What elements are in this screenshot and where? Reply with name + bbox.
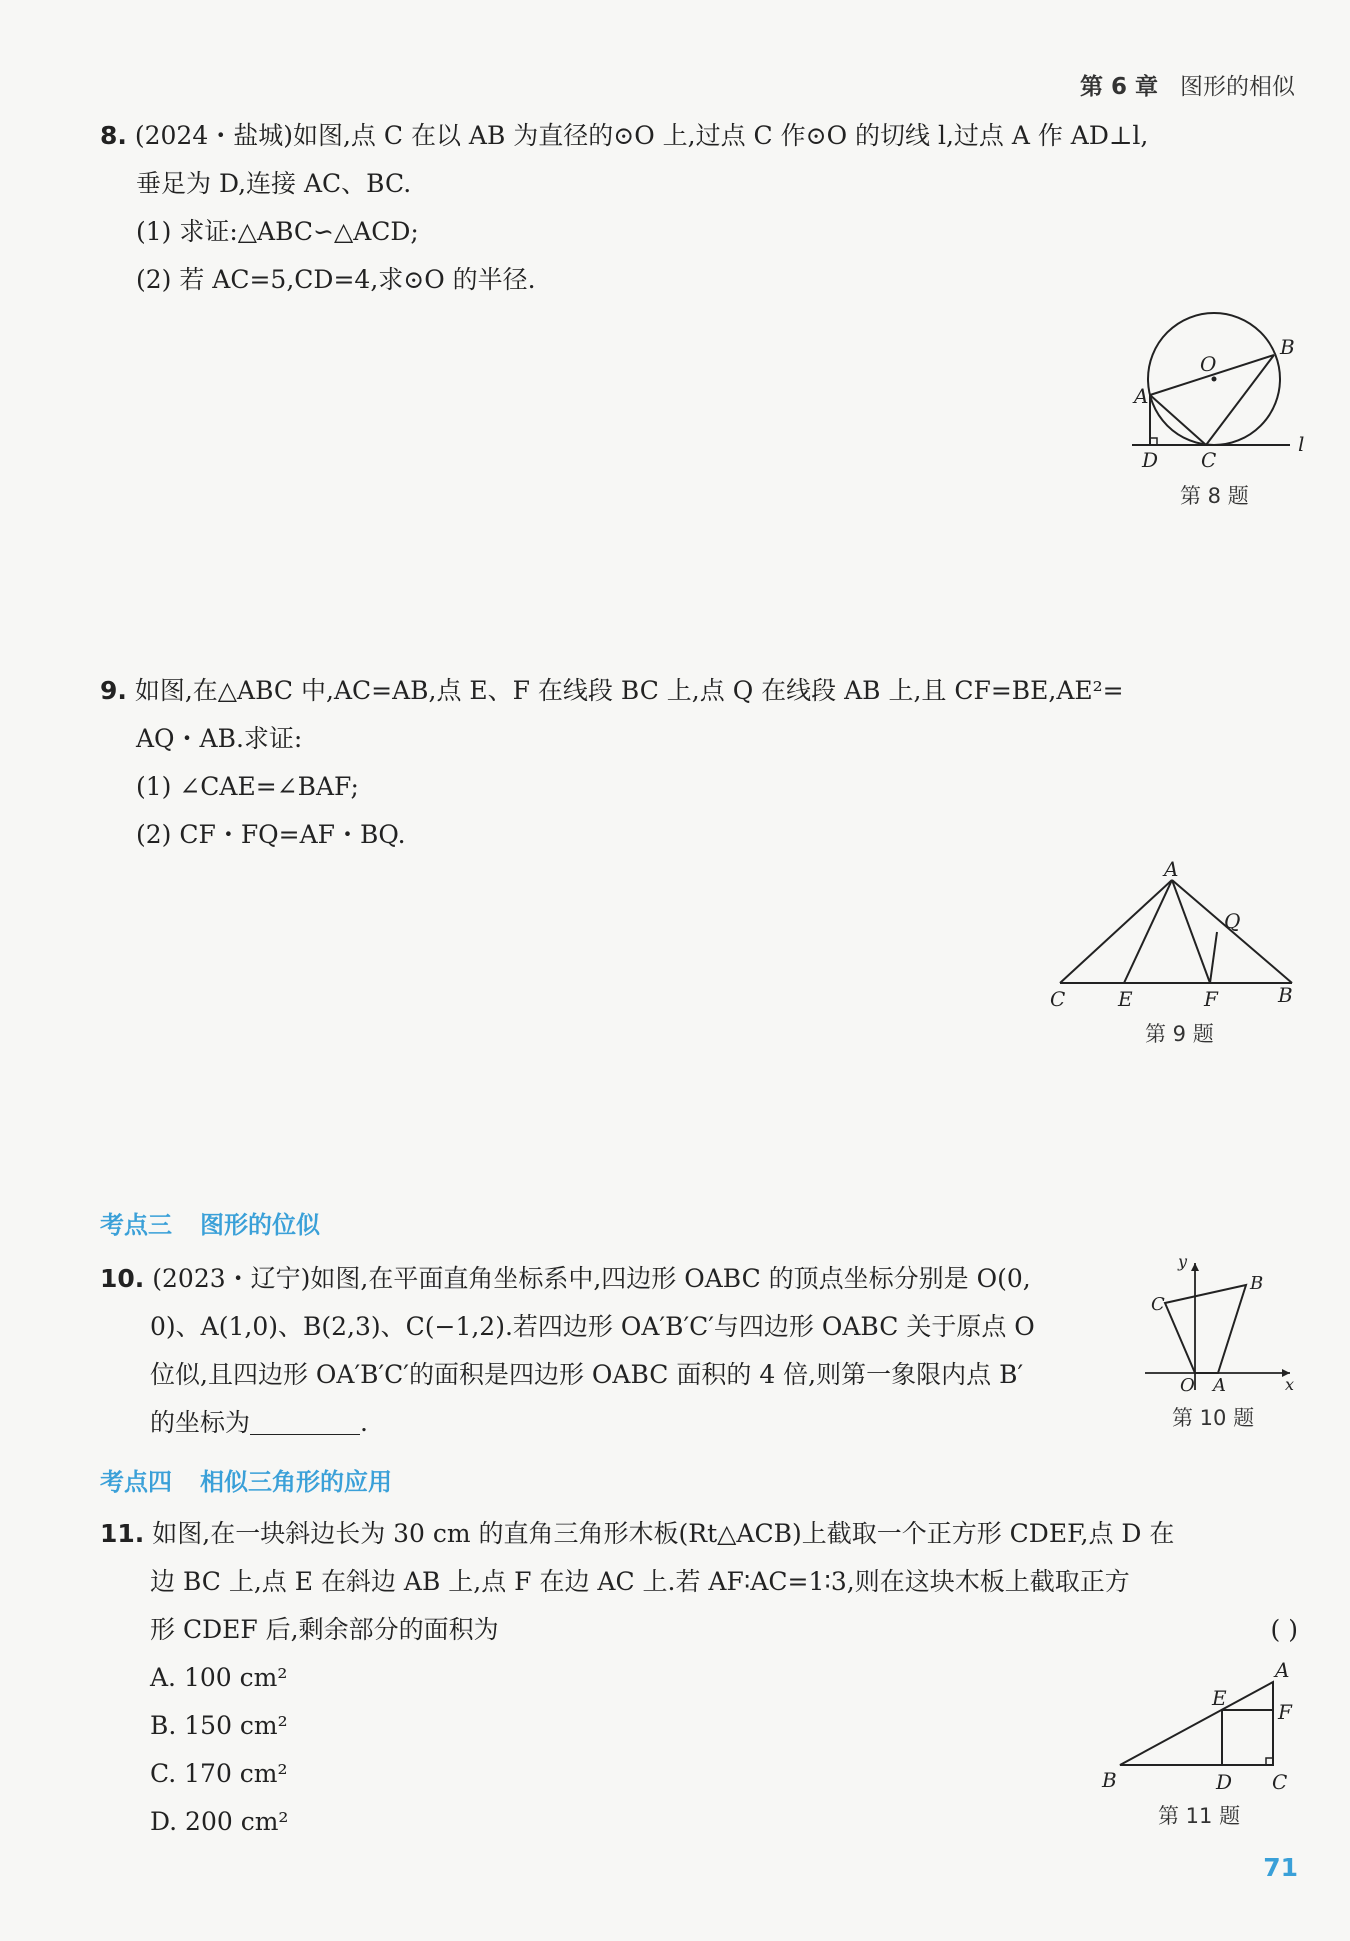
- q10-label-c: C: [1151, 1294, 1165, 1315]
- option-d[interactable]: D. 200 cm²: [150, 1807, 289, 1836]
- q9-figure: [1040, 860, 1310, 1010]
- q11-label-c: C: [1272, 1770, 1288, 1794]
- section-3-tag: 考点三: [100, 1211, 172, 1239]
- q11-label-b: B: [1102, 1768, 1117, 1792]
- q10-caption: 第 10 题: [1172, 1406, 1255, 1430]
- q10-label-o: O: [1180, 1375, 1195, 1395]
- q8-label-l: l: [1298, 432, 1305, 456]
- q9-label-c: C: [1050, 987, 1066, 1010]
- q8-label-o: O: [1200, 352, 1217, 376]
- q8-number: 8.: [100, 121, 127, 150]
- q9-stem-1: 如图,在△ABC 中,AC=AB,点 E、F 在线段 BC 上,点 Q 在线段 AB 上,且 CF=BE,AE²=: [134, 676, 1124, 705]
- q8-label-c: C: [1201, 448, 1217, 472]
- q8-label-a: A: [1134, 384, 1149, 408]
- q9-caption: 第 9 题: [1145, 1022, 1214, 1046]
- option-a[interactable]: A. 100 cm²: [150, 1663, 288, 1692]
- section-4-tag: 考点四: [100, 1468, 172, 1496]
- q10-line4: [150, 1399, 368, 1447]
- q11-line3: 形 CDEF 后,剩余部分的面积为: [150, 1615, 499, 1644]
- q11-label-d: D: [1216, 1770, 1233, 1794]
- q11-line2: 边 BC 上,点 E 在斜边 AB 上,点 F 在边 AC 上.若 AF∶AC=1∶3,则在这块木板上截取正方: [150, 1567, 1130, 1596]
- q10-figure: [1140, 1255, 1300, 1395]
- answer-choice-bracket[interactable]: ( ): [1270, 1615, 1298, 1644]
- q9-part2: (2) CF・FQ=AF・BQ.: [136, 820, 406, 849]
- q9-label-e: E: [1118, 987, 1133, 1010]
- q11-caption: 第 11 题: [1158, 1804, 1241, 1828]
- section-heading-4: [100, 1462, 392, 1497]
- q9-line1: [100, 667, 1124, 715]
- q8-part2: (2) 若 AC=5,CD=4,求⊙O 的半径.: [136, 265, 536, 294]
- q8-line2: 垂足为 D,连接 AC、BC.: [136, 169, 412, 198]
- q10-stem-1: (2023・辽宁)如图,在平面直角坐标系中,四边形 OABC 的顶点坐标分别是 O(0,: [152, 1264, 1031, 1293]
- chapter-number: 第 6 章: [1079, 74, 1158, 100]
- q8-figure: [1120, 305, 1320, 475]
- q10-line4-end: .: [360, 1408, 368, 1437]
- q9-label-b: B: [1278, 983, 1293, 1007]
- q8-label-d: D: [1142, 448, 1159, 472]
- q10-label-a: A: [1213, 1375, 1226, 1395]
- q11-label-a: A: [1275, 1658, 1290, 1682]
- q9-label-a: A: [1164, 860, 1179, 881]
- q11-number: 11.: [100, 1519, 145, 1548]
- q10-label-b: B: [1250, 1273, 1264, 1294]
- q10-line3: 位似,且四边形 OA′B′C′的面积是四边形 OABC 面积的 4 倍,则第一象限内点 B′: [150, 1360, 1024, 1389]
- q11-figure: [1090, 1655, 1310, 1795]
- answer-blank[interactable]: [250, 1408, 360, 1435]
- q9-label-f: F: [1204, 987, 1218, 1010]
- q10-number: 10.: [100, 1264, 145, 1293]
- q8-part1: (1) 求证:△ABC∽△ACD;: [136, 217, 419, 246]
- q9-part1: (1) ∠CAE=∠BAF;: [136, 772, 359, 801]
- q9-label-q: Q: [1224, 909, 1241, 933]
- q10-line1: [100, 1255, 1031, 1303]
- q10-label-x: x: [1285, 1375, 1295, 1394]
- q9-number: 9.: [100, 676, 127, 705]
- option-c[interactable]: C. 170 cm²: [150, 1759, 288, 1788]
- section-4-title: 相似三角形的应用: [200, 1468, 392, 1496]
- q11-line1: [100, 1510, 1174, 1558]
- section-3-title: 图形的位似: [200, 1211, 320, 1239]
- q8-line1: [100, 112, 1148, 160]
- q8-stem-1: (2024・盐城)如图,点 C 在以 AB 为直径的⊙O 上,过点 C 作⊙O 的切线 l,过点 A 作 AD⊥l,: [134, 121, 1149, 150]
- q8-label-b: B: [1280, 335, 1295, 359]
- section-heading-3: [100, 1205, 320, 1240]
- option-b[interactable]: B. 150 cm²: [150, 1711, 288, 1740]
- page-header: [1080, 68, 1295, 101]
- page-number: 71: [1263, 1853, 1298, 1882]
- q11-label-e: E: [1212, 1686, 1227, 1710]
- q10-line4-text: 的坐标为: [150, 1408, 251, 1437]
- q11-stem-1: 如图,在一块斜边长为 30 cm 的直角三角形木板(Rt△ACB)上截取一个正方形 CDEF,点 D 在: [152, 1519, 1175, 1548]
- q10-line2: 0)、A(1,0)、B(2,3)、C(−1,2).若四边形 OA′B′C′与四边形 OABC 关于原点 O: [150, 1312, 1035, 1341]
- q8-caption: 第 8 题: [1180, 484, 1249, 508]
- chapter-title: 图形的相似: [1180, 74, 1295, 100]
- q9-line2: AQ・AB.求证:: [136, 724, 303, 753]
- q10-label-y: y: [1178, 1255, 1188, 1271]
- q11-label-f: F: [1278, 1700, 1292, 1724]
